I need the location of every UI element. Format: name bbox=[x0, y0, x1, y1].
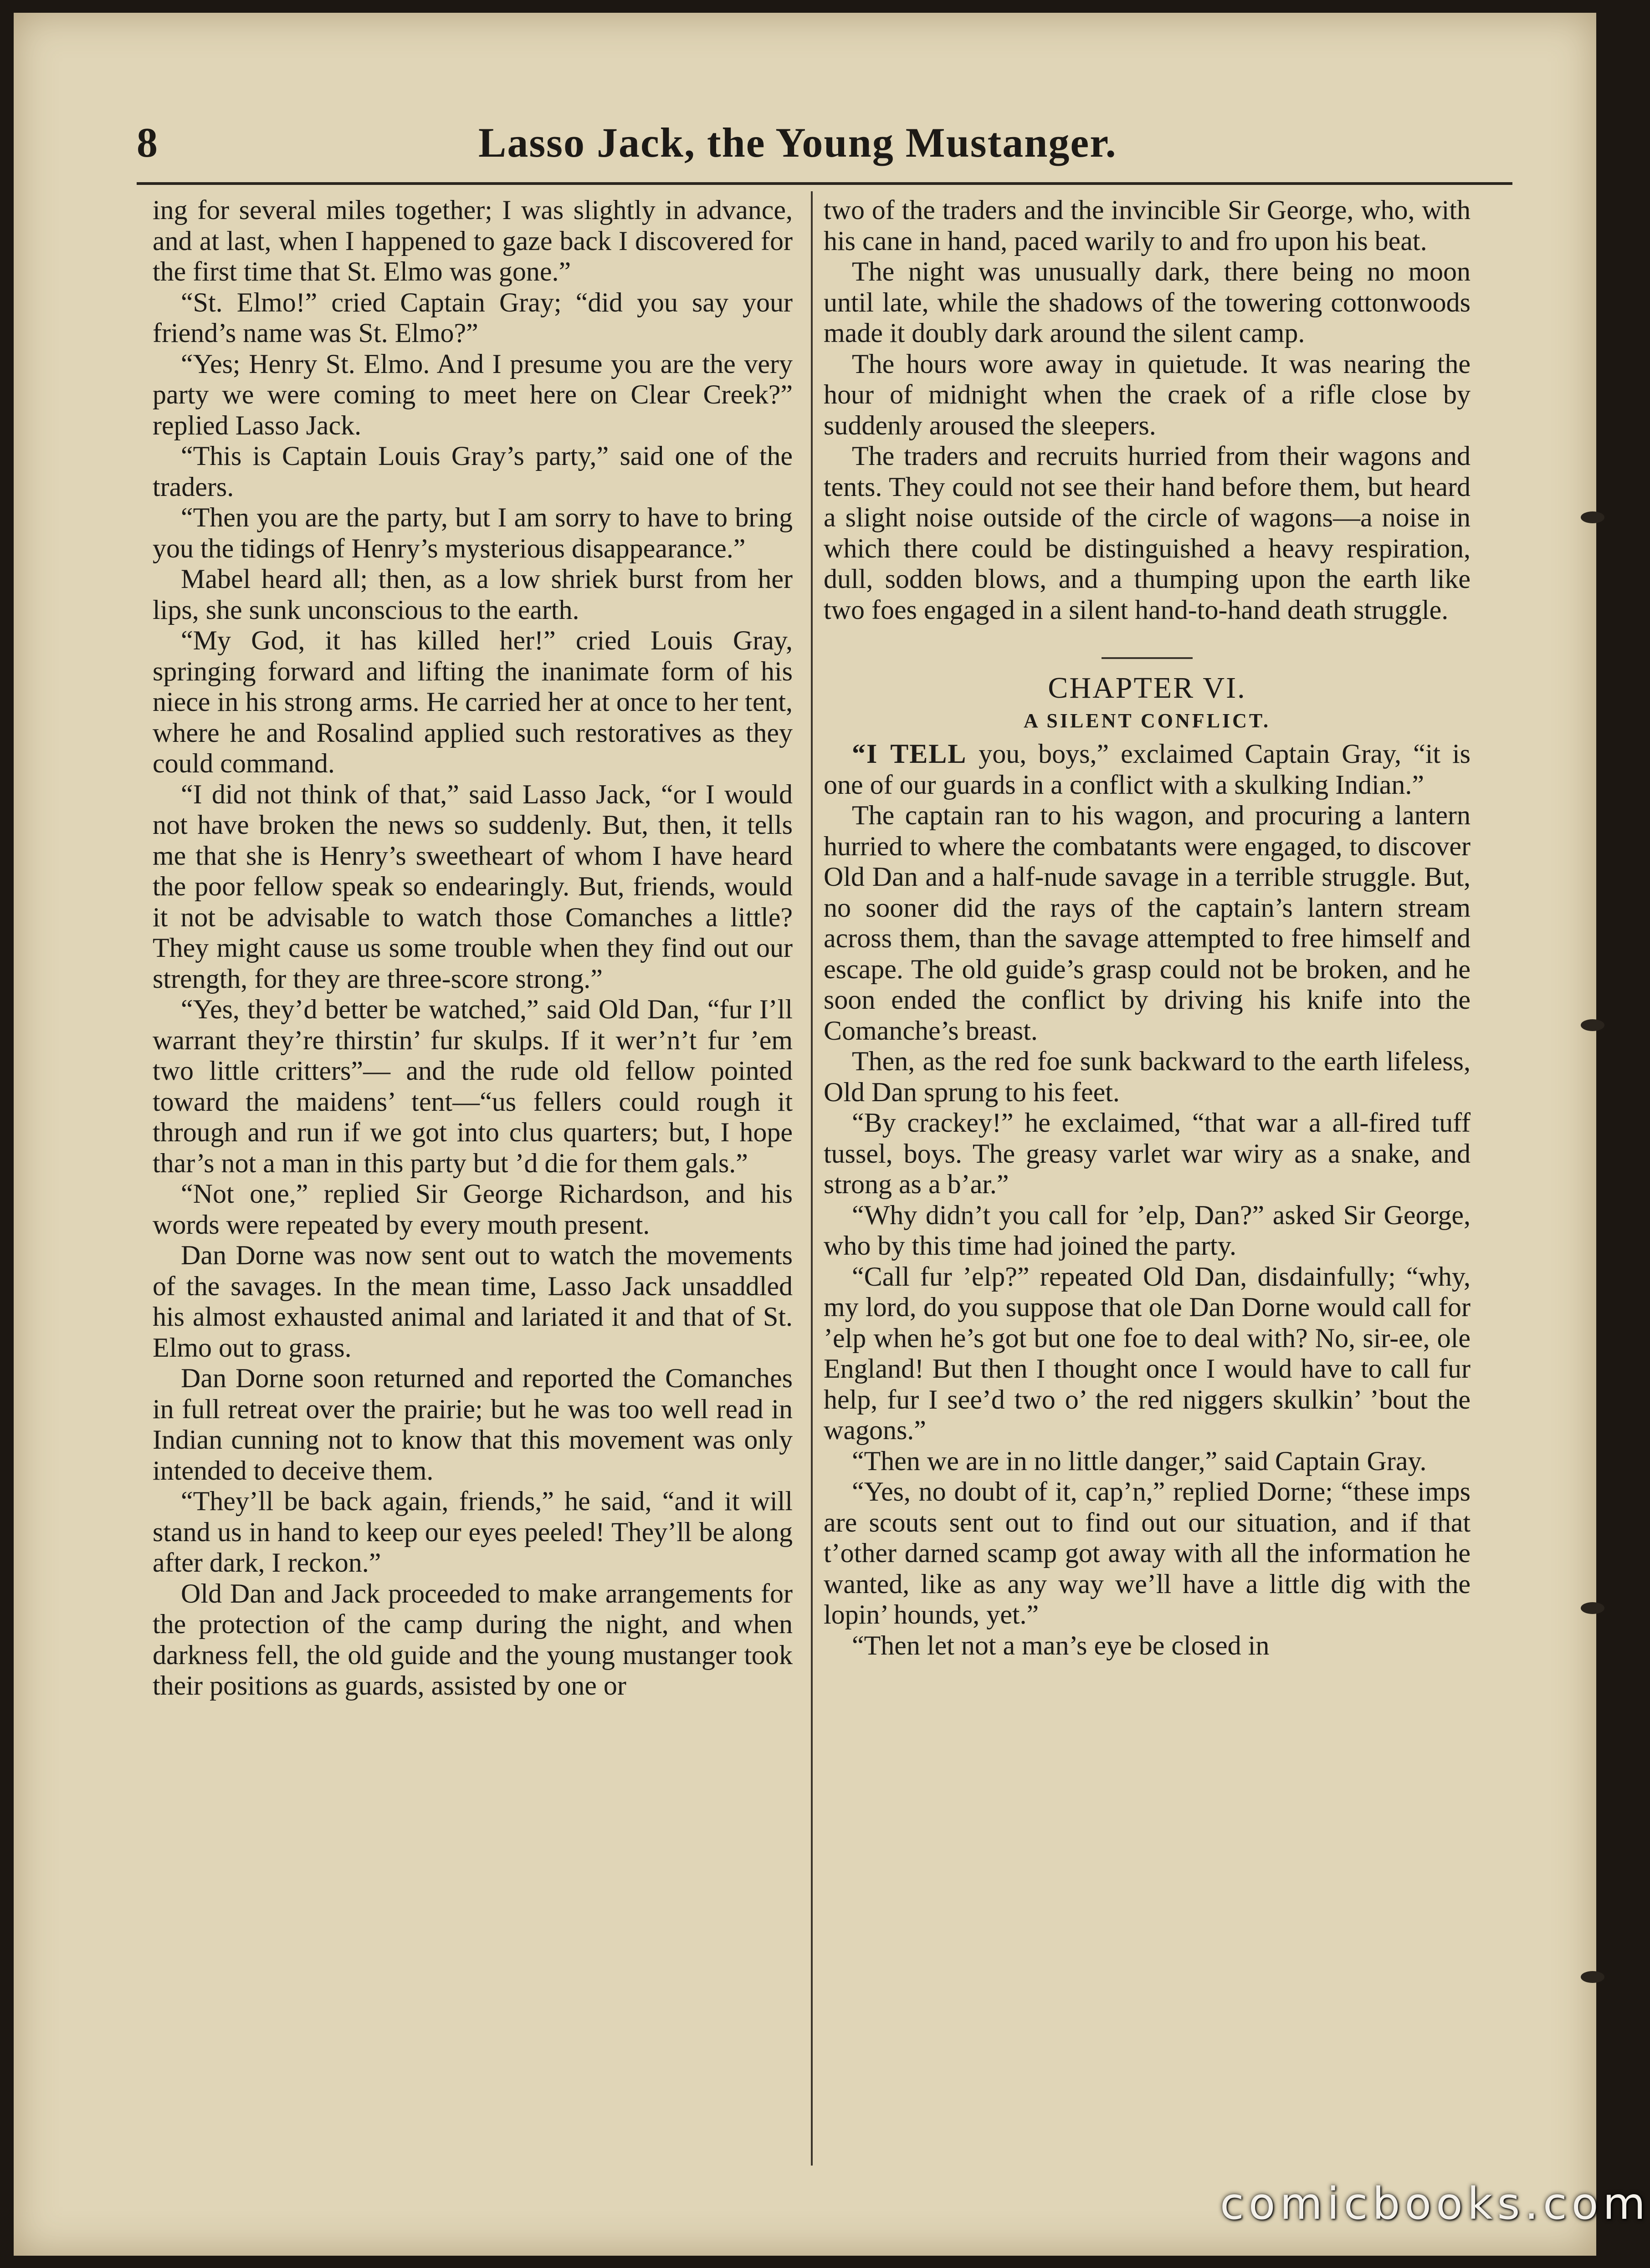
paragraph: “This is Captain Louis Gray’s party,” said one of the traders. bbox=[153, 441, 793, 502]
paragraph: Old Dan and Jack proceeded to make arrangements for the protection of the camp during the night, and when darkness fell, the old guide and the young mustanger took their positions as guards, assisted by one or bbox=[153, 1578, 793, 1701]
paragraph-text: you, boys,” exclaimed Captain Gray, “it is one of our guards in a conflict with a skulking Indian.” bbox=[824, 739, 1471, 800]
header-rule bbox=[137, 182, 1512, 185]
running-head: Lasso Jack, the Young Mustanger. bbox=[478, 119, 1117, 166]
paragraph: The hours wore away in quietude. It was nearing the hour of midnight when the craek of a rifle close by suddenly aroused the sleepers. bbox=[824, 348, 1471, 440]
binding-staple-mark bbox=[1581, 1602, 1604, 1614]
binding-staple-mark bbox=[1581, 1971, 1604, 1983]
paragraph: “Yes, no doubt of it, cap’n,” replied Dorne; “these imps are scouts sent out to find out our situation, and if that t’other darned scamp got away with all the information he wanted, like as any way we’ll have a little dig with the lopin’ hounds, yet.” bbox=[824, 1476, 1471, 1629]
left-column bbox=[153, 195, 793, 1701]
paragraph: “St. Elmo!” cried Captain Gray; “did you say your friend’s name was St. Elmo?” bbox=[153, 287, 793, 348]
chapter-rule bbox=[1102, 657, 1193, 659]
binding-staple-mark bbox=[1581, 511, 1604, 523]
paragraph: “Yes; Henry St. Elmo. And I presume you are the very party we were coming to meet here on Clear Creek?” replied Lasso Jack. bbox=[153, 348, 793, 440]
paragraph: “Then let not a man’s eye be closed in bbox=[852, 1630, 1270, 1660]
paragraph: “They’ll be back again, friends,” he said, “and it will stand us in hand to keep our eyes peeled! They’ll be along after dark, I reckon.” bbox=[153, 1486, 793, 1578]
paragraph: “Not one,” replied Sir George Richardson, and his words were repeated by every mouth present. bbox=[153, 1179, 793, 1240]
paragraph: ing for several miles together; I was slightly in advance, and at last, when I happened to gaze back I discovered for the first time that St. Elmo was gone.” bbox=[153, 195, 793, 286]
chapter-subtitle: A SILENT CONFLICT. bbox=[1024, 709, 1271, 732]
paragraph: “By crackey!” he exclaimed, “that war a all-fired tuff tussel, boys. The greasy varlet war wiry as a snake, and strong as a b’ar.” bbox=[824, 1108, 1471, 1199]
paragraph: “Then you are the party, but I am sorry to have to bring you the tidings of Henry’s mysterious disappearance.” bbox=[153, 502, 793, 563]
paragraph: two of the traders and the invincible Sir George, who, with his cane in hand, paced warily to and fro upon his beat. bbox=[824, 195, 1471, 256]
paragraph: Then, as the red foe sunk backward to the earth lifeless, Old Dan sprung to his feet. bbox=[824, 1046, 1471, 1107]
paragraph: The night was unusually dark, there being no moon until late, while the shadows of the towering cottonwoods made it doubly dark around the silent camp. bbox=[824, 256, 1471, 348]
binding-staple-mark bbox=[1581, 1019, 1604, 1031]
paragraph: Dan Dorne soon returned and reported the Comanches in full retreat over the prairie; but he was too well read in Indian cunning not to know that this movement was only intended to deceive them. bbox=[153, 1363, 793, 1486]
paragraph: The traders and recruits hurried from their wagons and tents. They could not see their hand before them, but heard a slight noise outside of the circle of wagons—a noise in which there could be distinguished a heavy respiration, dull, sodden blows, and a thumping upon the earth like two foes engaged in a silent hand-to-hand death struggle. bbox=[824, 441, 1471, 625]
page-number: 8 bbox=[137, 119, 158, 166]
watermark: comicbooks.com bbox=[1220, 2178, 1650, 2229]
paragraph: “I did not think of that,” said Lasso Jack, “or I would not have broken the news so suddenly. But, then, it tells me that she is Henry’s sweetheart of whom I have heard the poor fellow speak so endearingly. But, friends, would it not be advisable to watch those Comanches a little? They might cause us some trouble when they find out our strength, for they are three-score strong.” bbox=[153, 779, 793, 994]
paragraph: “Yes, they’d better be watched,” said Old Dan, “fur I’ll warrant they’re thirstin’ fur skulps. If it wer’n’t fur ’em two little critters”— and the rude old fellow pointed toward the maidens’ tent—“us fellers could rough it through and run if we got into clus quarters; but, I hope thar’s not a man in this party but ’d die for them gals.” bbox=[153, 994, 793, 1178]
column-divider bbox=[811, 191, 813, 2166]
paragraph: “Why didn’t you call for ’elp, Dan?” asked Sir George, who by this time had joined the party. bbox=[824, 1200, 1471, 1261]
paragraph: “Then we are in no little danger,” said Captain Gray. bbox=[852, 1446, 1427, 1476]
chapter-opening-words: “I TELL bbox=[852, 739, 967, 769]
magazine-page bbox=[14, 13, 1650, 2256]
chapter-heading: CHAPTER VI. bbox=[1048, 671, 1246, 705]
right-column bbox=[824, 195, 1471, 1661]
paragraph bbox=[824, 739, 1471, 800]
paragraph: The captain ran to his wagon, and procuring a lantern hurried to where the combatants were engaged, to discover Old Dan and a half-nude savage in a terrible struggle. But, no sooner did the rays of the captain’s lantern stream across them, than the savage attempted to free himself and escape. The old guide’s grasp could not be broken, and he soon ended the conflict by driving his knife into the Comanche’s breast. bbox=[824, 800, 1471, 1046]
paragraph: Mabel heard all; then, as a low shriek burst from her lips, she sunk unconscious to the earth. bbox=[153, 564, 793, 625]
paragraph: “My God, it has killed her!” cried Louis Gray, springing forward and lifting the inanimate form of his niece in his strong arms. He carried her at once to her tent, where he and Rosalind applied such restoratives as they could command. bbox=[153, 625, 793, 778]
paragraph: “Call fur ’elp?” repeated Old Dan, disdainfully; “why, my lord, do you suppose that ole Dan Dorne would call for ’elp when he’s got but one foe to deal with? No, sir-ee, ole England! But then I thought once I would have to call fur help, fur I see’d two o’ the red niggers skulkin’ ’bout the wagons.” bbox=[824, 1261, 1471, 1445]
paragraph: Dan Dorne was now sent out to watch the movements of the savages. In the mean time, Lasso Jack unsaddled his almost exhausted animal and lariated it and that of St. Elmo out to grass. bbox=[153, 1240, 793, 1363]
